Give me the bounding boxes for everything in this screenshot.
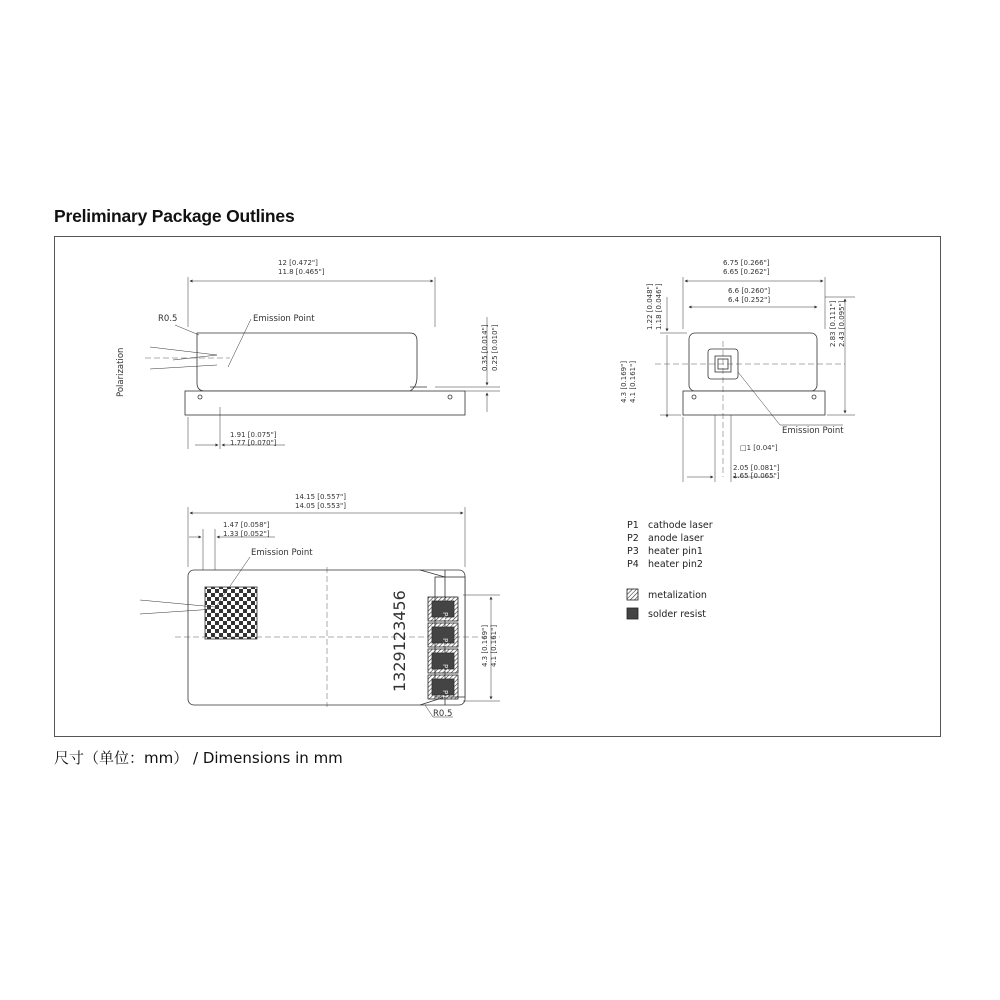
metalization-swatch <box>627 589 638 600</box>
side-view <box>145 277 500 449</box>
side-offset-min: 1.77 [0.070"] <box>230 439 277 447</box>
end-width-outer-min: 6.65 [0.262"] <box>723 268 770 276</box>
end-emission-label: Emission Point <box>782 426 844 436</box>
package-outline-drawing <box>54 236 941 737</box>
legend-p3-code: P3 <box>627 546 639 557</box>
legend-p2-code: P2 <box>627 533 639 544</box>
side-radius: R0.5 <box>158 314 178 324</box>
legend-p3-desc: heater pin1 <box>648 546 703 557</box>
end-aperture-offset-min: 1.65 [0.065"] <box>733 472 780 480</box>
outline-svg <box>55 237 942 738</box>
page-title: Preliminary Package Outlines <box>54 206 295 226</box>
legend-p4-desc: heater pin2 <box>648 559 703 570</box>
end-cap-height-max: 1.22 [0.048"] <box>646 283 654 330</box>
bottom-radius: R0.5 <box>433 709 453 719</box>
dimensions-note: 尺寸（单位：mm） / Dimensions in mm <box>54 749 343 767</box>
pin-legend <box>627 520 713 620</box>
bottom-length-max: 14.15 [0.557"] <box>295 493 346 501</box>
pad-label-p1: P1 <box>441 690 449 699</box>
bottom-emission-label: Emission Point <box>251 548 313 558</box>
bottom-width-min: 4.1 [0.161"] <box>490 624 498 667</box>
bottom-offset-max: 1.47 [0.058"] <box>223 521 270 529</box>
legend-solder-resist: solder resist <box>648 609 707 620</box>
bottom-length-min: 14.05 [0.553"] <box>295 502 346 510</box>
side-step-min: 0.25 [0.010"] <box>491 324 499 371</box>
side-length-min: 11.8 [0.465"] <box>278 268 325 276</box>
legend-metalization: metalization <box>648 590 707 601</box>
end-width-inner-max: 6.6 [0.260"] <box>728 287 771 295</box>
pad-label-p4: P4 <box>441 612 449 621</box>
side-length-max: 12 [0.472"] <box>278 259 318 267</box>
polarization-label: Polarization <box>116 347 126 397</box>
end-total-height-min: 2.43 [0.095"] <box>838 300 846 347</box>
legend-p1-desc: cathode laser <box>648 520 713 531</box>
side-step-max: 0.35 [0.014"] <box>481 324 489 371</box>
solder-resist-swatch <box>627 608 638 619</box>
end-total-height-max: 2.83 [0.111"] <box>829 300 837 347</box>
bottom-width-max: 4.3 [0.169"] <box>481 624 489 667</box>
serial-number: 1329123456 <box>390 590 409 692</box>
pad-label-p2: P2 <box>441 664 449 673</box>
side-offset-max: 1.91 [0.075"] <box>230 431 277 439</box>
pad-label-p3: P3 <box>441 638 449 647</box>
legend-p1-code: P1 <box>627 520 639 531</box>
end-width-outer-max: 6.75 [0.266"] <box>723 259 770 267</box>
side-emission-label: Emission Point <box>253 314 315 324</box>
end-aperture: □1 [0.04"] <box>740 444 778 452</box>
legend-p4-code: P4 <box>627 559 639 570</box>
bottom-offset-min: 1.33 [0.052"] <box>223 530 270 538</box>
end-aperture-offset-max: 2.05 [0.081"] <box>733 464 780 472</box>
end-cap-height-min: 1.18 [0.046"] <box>655 283 663 330</box>
end-base-height-min: 4.1 [0.161"] <box>629 360 637 403</box>
end-base-height-max: 4.3 [0.169"] <box>620 360 628 403</box>
end-width-inner-min: 6.4 [0.252"] <box>728 296 771 304</box>
legend-p2-desc: anode laser <box>648 533 704 544</box>
